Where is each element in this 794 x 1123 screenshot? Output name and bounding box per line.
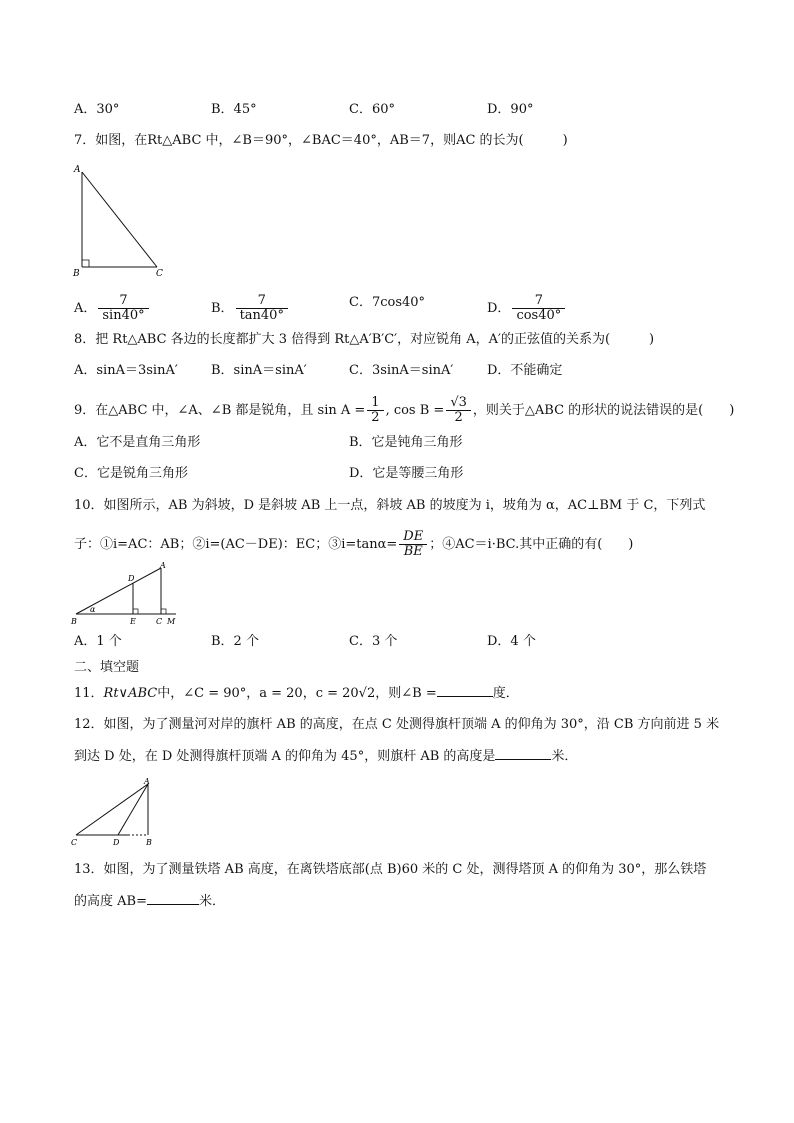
q6-option-a: A．30° bbox=[74, 102, 120, 117]
q9-stem: 9．在△ABC 中，∠A、∠B 都是锐角，且 sin A = $\frac{1}{2}$ , cos B = $\frac{√3}{2}$ ，则关于△ABC 的形状的说法错误的是( ) bbox=[74, 395, 735, 425]
q7-option-a: A． $\frac{7}{\sin 40^\circ}$ bbox=[74, 294, 151, 323]
q13-stem-line1: 13．如图，为了测量铁塔 AB 高度，在离铁塔底部(点 B)60 米的 C 处，测得塔顶 A 的仰角为 30°，那么铁塔 bbox=[74, 862, 707, 877]
q12-stem-line1: 12．如图，为了测量河对岸的旗杆 AB 的高度，在点 C 处测得旗杆顶端 A 的仰角为 30°，沿 CB 方向前进 5 米 bbox=[74, 717, 720, 732]
q12-label-d: D bbox=[113, 838, 120, 847]
q10-option-d: D．4 个 bbox=[487, 634, 536, 649]
q10-option-c: C．3 个 bbox=[349, 634, 398, 649]
q11-answer-blank[interactable] bbox=[437, 684, 493, 697]
q9-option-c: C．它是锐角三角形 bbox=[74, 466, 188, 481]
q10-label-e: E bbox=[130, 617, 136, 626]
q13-answer-blank[interactable] bbox=[147, 892, 199, 905]
q6-option-d: D．90° bbox=[487, 102, 534, 117]
q7-stem: 7．如图，在Rt△ABC 中，∠B＝90°，∠BAC＝40°，AB＝7，则AC 的长为( ) bbox=[74, 133, 568, 148]
q6-option-c: C．60° bbox=[349, 102, 395, 117]
q10-label-c: C bbox=[156, 617, 163, 626]
q8-option-c: C．3sinA＝sinA′ bbox=[349, 363, 454, 378]
q8-option-a: A．sinA＝3sinA′ bbox=[74, 363, 178, 378]
q8-option-b: B．sinA＝sinA′ bbox=[211, 363, 307, 378]
q7-label-b: B bbox=[73, 269, 80, 279]
q10-option-a: A．1 个 bbox=[74, 634, 122, 649]
q10-stem-line1: 10．如图所示，AB 为斜坡，D 是斜坡 AB 上一点，斜坡 AB 的坡度为 i，坡角为 α，AC⊥BM 于 C，下列式 bbox=[74, 498, 706, 513]
q13-stem-line2: 的高度 AB= 米． bbox=[74, 894, 225, 909]
q9-option-a: A．它不是直角三角形 bbox=[74, 435, 201, 450]
q9-option-b: B．它是钝角三角形 bbox=[349, 435, 463, 450]
q10-label-b: B bbox=[71, 617, 77, 626]
q12-stem-line2: 到达 D 处，在 D 处测得旗杆顶端 A 的仰角为 45°，则旗杆 AB 的高度是 米． bbox=[74, 749, 578, 764]
q10-slope-figure bbox=[68, 562, 188, 628]
q8-stem: 8．把 Rt△ABC 各边的长度都扩大 3 倍得到 Rt△A′B′C′，对应锐角 A，A′的正弦值的关系为( ) bbox=[74, 332, 655, 347]
q10-label-m: M bbox=[167, 617, 176, 626]
q11-stem: 11．Rt∨ABC中，∠C = 90°，a = 20，c = 20√2，则∠B = 度． bbox=[74, 686, 519, 701]
section-fill-in-title: 二、填空题 bbox=[74, 660, 140, 675]
q12-label-a: A bbox=[144, 777, 150, 786]
q9-option-d: D．它是等腰三角形 bbox=[349, 466, 464, 481]
q10-label-d: D bbox=[128, 574, 135, 583]
q12-answer-blank[interactable] bbox=[495, 747, 551, 760]
q8-option-d: D．不能确定 bbox=[487, 363, 563, 378]
q10-stem-line2: 子：①i=AC：AB；②i=(AC－DE)：EC；③i=tanα= $\frac{DE}{BE}$ ；④AC＝i·BC.其中正确的有( ) bbox=[74, 529, 634, 559]
q7-option-c: C．7cos40° bbox=[349, 295, 426, 310]
q7-option-d: D． $\frac{7}{\cos 40^\circ}$ bbox=[487, 294, 567, 323]
q10-label-a: A bbox=[160, 562, 166, 570]
q12-label-b: B bbox=[146, 838, 152, 847]
q12-flagpole-figure bbox=[68, 776, 163, 848]
q10-option-b: B．2 个 bbox=[211, 634, 259, 649]
q7-label-c: C bbox=[156, 269, 163, 279]
q6-option-b: B．45° bbox=[211, 102, 257, 117]
q10-label-alpha: α bbox=[90, 605, 96, 614]
q7-triangle-figure bbox=[70, 160, 170, 280]
q7-option-b: B． $\frac{7}{\tan 40^\circ}$ bbox=[211, 294, 290, 323]
q12-label-c: C bbox=[71, 838, 78, 847]
q7-label-a: A bbox=[74, 165, 81, 175]
